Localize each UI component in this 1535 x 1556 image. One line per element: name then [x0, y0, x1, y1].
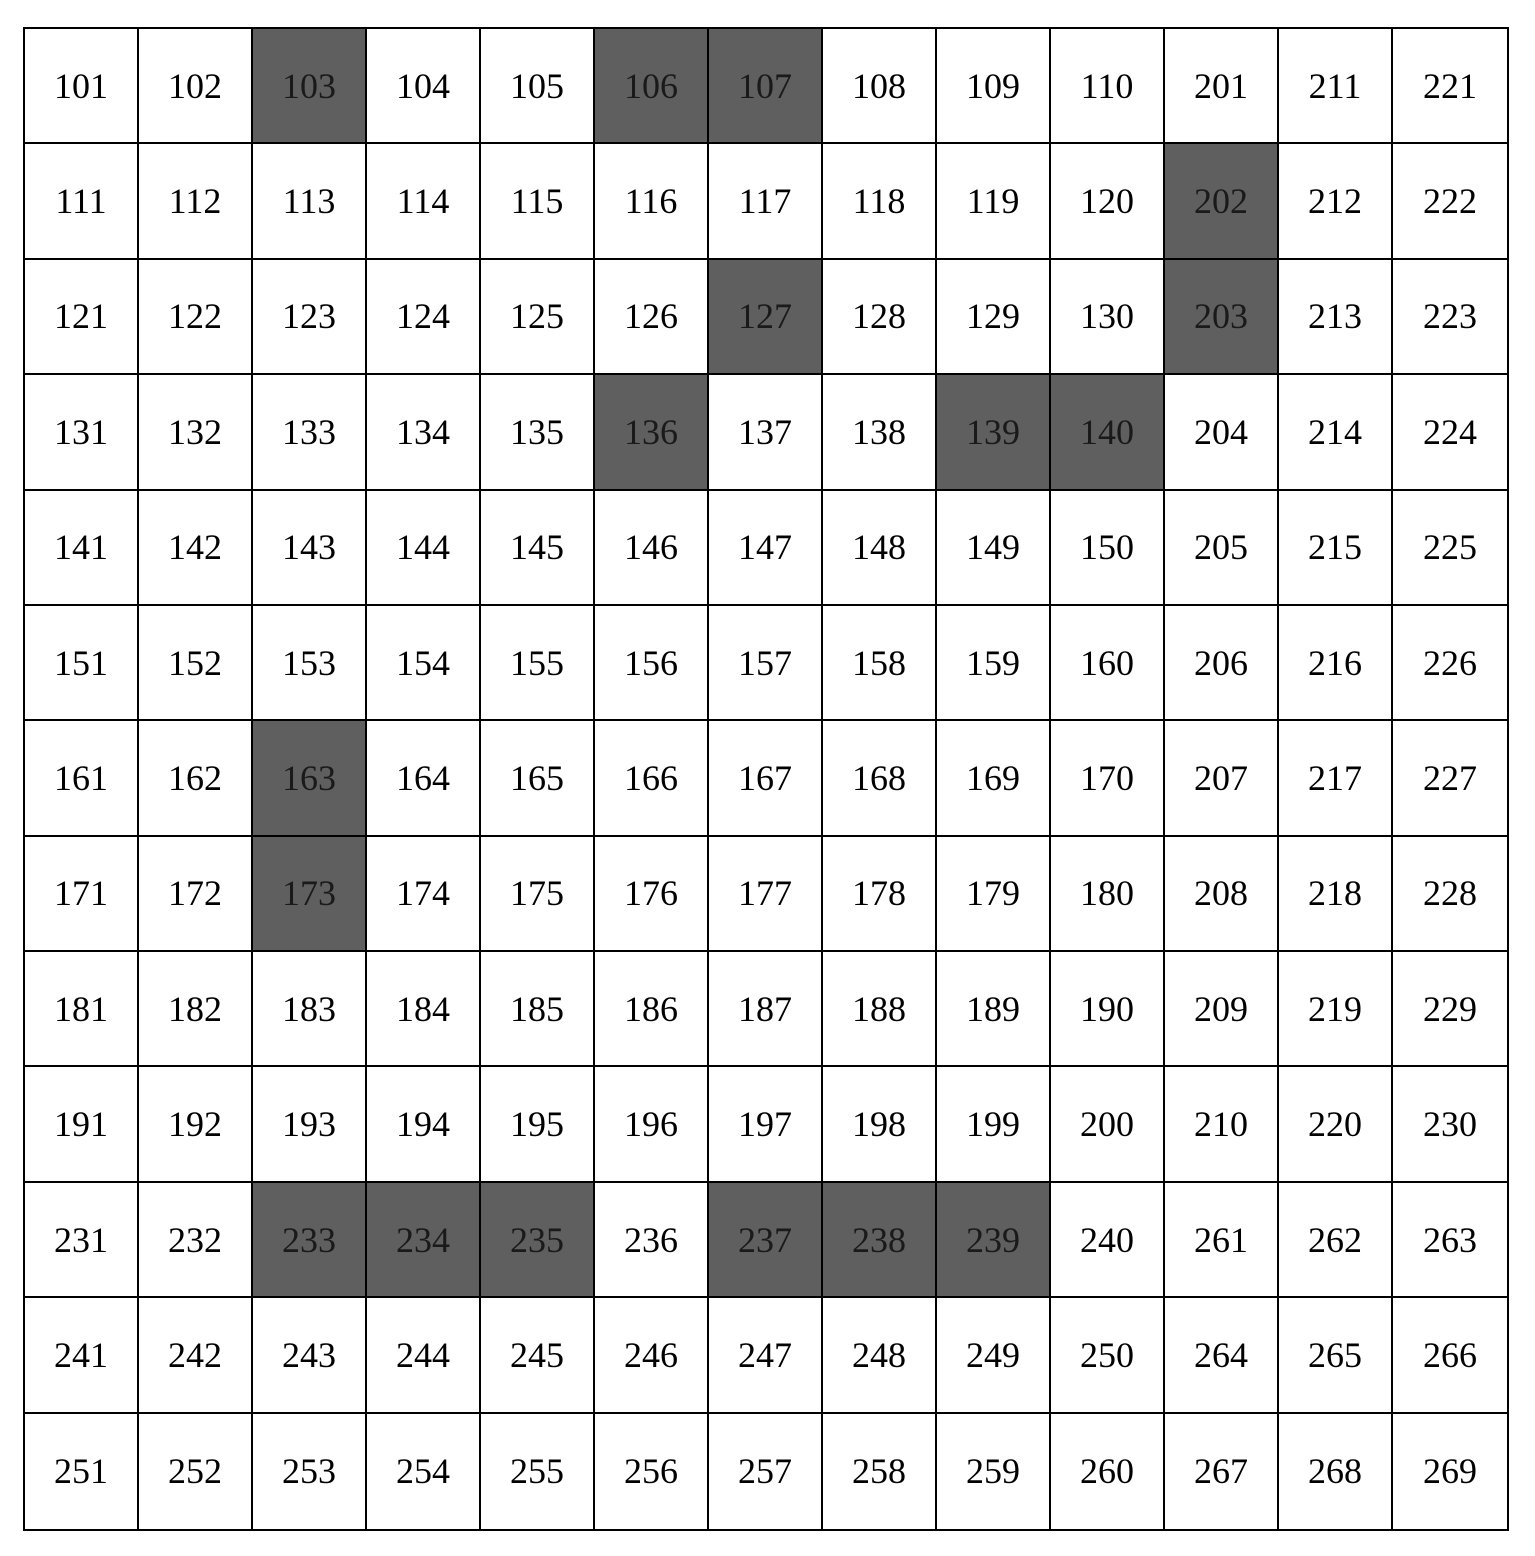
grid-cell: 215 — [1279, 491, 1393, 606]
grid-cell: 188 — [823, 952, 937, 1067]
grid-cell: 161 — [25, 721, 139, 836]
grid-cell: 109 — [937, 29, 1051, 144]
grid-cell: 179 — [937, 837, 1051, 952]
grid-cell: 259 — [937, 1414, 1051, 1529]
grid-cell: 184 — [367, 952, 481, 1067]
grid-cell: 101 — [25, 29, 139, 144]
grid-cell: 251 — [25, 1414, 139, 1529]
grid-cell-shaded: 139 — [937, 375, 1051, 490]
grid-cell-shaded: 140 — [1051, 375, 1165, 490]
grid-cell: 178 — [823, 837, 937, 952]
grid-cell: 150 — [1051, 491, 1165, 606]
grid-cell: 199 — [937, 1067, 1051, 1182]
grid-cell: 240 — [1051, 1183, 1165, 1298]
grid-cell: 120 — [1051, 144, 1165, 259]
grid-cell: 189 — [937, 952, 1051, 1067]
grid-cell-shaded: 235 — [481, 1183, 595, 1298]
grid-cell: 144 — [367, 491, 481, 606]
grid-cell: 258 — [823, 1414, 937, 1529]
grid-cell: 197 — [709, 1067, 823, 1182]
grid-cell: 129 — [937, 260, 1051, 375]
grid-cell: 216 — [1279, 606, 1393, 721]
grid-cell: 130 — [1051, 260, 1165, 375]
grid-cell: 222 — [1393, 144, 1507, 259]
grid-cell: 142 — [139, 491, 253, 606]
grid-cell: 249 — [937, 1298, 1051, 1413]
grid-cell: 247 — [709, 1298, 823, 1413]
grid-cell: 148 — [823, 491, 937, 606]
grid-cell: 192 — [139, 1067, 253, 1182]
grid-cell: 167 — [709, 721, 823, 836]
grid-cell: 219 — [1279, 952, 1393, 1067]
grid-cell: 260 — [1051, 1414, 1165, 1529]
grid-cell: 152 — [139, 606, 253, 721]
grid-cell: 267 — [1165, 1414, 1279, 1529]
grid-cell: 135 — [481, 375, 595, 490]
grid-cell: 151 — [25, 606, 139, 721]
number-grid — [23, 27, 1509, 1531]
grid-cell: 231 — [25, 1183, 139, 1298]
grid-cell: 110 — [1051, 29, 1165, 144]
grid-cell: 201 — [1165, 29, 1279, 144]
grid-cell: 186 — [595, 952, 709, 1067]
grid-cell: 158 — [823, 606, 937, 721]
grid-cell: 131 — [25, 375, 139, 490]
grid-cell: 166 — [595, 721, 709, 836]
grid-cell: 255 — [481, 1414, 595, 1529]
grid-cell-shaded: 127 — [709, 260, 823, 375]
grid-cell-shaded: 107 — [709, 29, 823, 144]
grid-cell: 221 — [1393, 29, 1507, 144]
grid-cell: 206 — [1165, 606, 1279, 721]
grid-cell: 244 — [367, 1298, 481, 1413]
grid-cell: 133 — [253, 375, 367, 490]
grid-cell: 224 — [1393, 375, 1507, 490]
grid-cell: 241 — [25, 1298, 139, 1413]
grid-cell: 262 — [1279, 1183, 1393, 1298]
grid-cell: 214 — [1279, 375, 1393, 490]
grid-cell: 261 — [1165, 1183, 1279, 1298]
grid-cell: 217 — [1279, 721, 1393, 836]
grid-cell-shaded: 238 — [823, 1183, 937, 1298]
grid-cell: 118 — [823, 144, 937, 259]
grid-cell: 111 — [25, 144, 139, 259]
grid-cell: 193 — [253, 1067, 367, 1182]
grid-cell: 191 — [25, 1067, 139, 1182]
grid-cell: 228 — [1393, 837, 1507, 952]
grid-cell: 198 — [823, 1067, 937, 1182]
grid-cell: 195 — [481, 1067, 595, 1182]
grid-cell: 218 — [1279, 837, 1393, 952]
grid-cell: 171 — [25, 837, 139, 952]
grid-cell: 122 — [139, 260, 253, 375]
grid-cell: 209 — [1165, 952, 1279, 1067]
grid-cell: 236 — [595, 1183, 709, 1298]
grid-cell: 125 — [481, 260, 595, 375]
grid-cell: 256 — [595, 1414, 709, 1529]
grid-cell: 143 — [253, 491, 367, 606]
grid-cell: 226 — [1393, 606, 1507, 721]
grid-cell: 187 — [709, 952, 823, 1067]
grid-cell: 230 — [1393, 1067, 1507, 1182]
grid-cell: 172 — [139, 837, 253, 952]
grid-cell: 134 — [367, 375, 481, 490]
grid-cell: 169 — [937, 721, 1051, 836]
grid-cell: 149 — [937, 491, 1051, 606]
grid-cell: 128 — [823, 260, 937, 375]
grid-cell-shaded: 239 — [937, 1183, 1051, 1298]
grid-cell: 147 — [709, 491, 823, 606]
grid-cell: 207 — [1165, 721, 1279, 836]
grid-cell: 108 — [823, 29, 937, 144]
grid-cell: 160 — [1051, 606, 1165, 721]
grid-cell: 112 — [139, 144, 253, 259]
grid-cell: 159 — [937, 606, 1051, 721]
grid-cell-shaded: 173 — [253, 837, 367, 952]
grid-cell-shaded: 136 — [595, 375, 709, 490]
grid-cell: 119 — [937, 144, 1051, 259]
grid-cell: 170 — [1051, 721, 1165, 836]
grid-cell: 113 — [253, 144, 367, 259]
grid-cell: 116 — [595, 144, 709, 259]
grid-cell: 196 — [595, 1067, 709, 1182]
grid-cell: 114 — [367, 144, 481, 259]
grid-cell-shaded: 234 — [367, 1183, 481, 1298]
grid-cell: 123 — [253, 260, 367, 375]
grid-cell: 105 — [481, 29, 595, 144]
grid-cell: 204 — [1165, 375, 1279, 490]
grid-cell: 183 — [253, 952, 367, 1067]
grid-cell: 146 — [595, 491, 709, 606]
grid-cell-shaded: 103 — [253, 29, 367, 144]
grid-cell: 269 — [1393, 1414, 1507, 1529]
grid-cell: 265 — [1279, 1298, 1393, 1413]
grid-cell: 232 — [139, 1183, 253, 1298]
grid-cell-shaded: 233 — [253, 1183, 367, 1298]
grid-cell: 227 — [1393, 721, 1507, 836]
grid-cell: 242 — [139, 1298, 253, 1413]
grid-cell-shaded: 203 — [1165, 260, 1279, 375]
grid-cell: 245 — [481, 1298, 595, 1413]
grid-cell: 154 — [367, 606, 481, 721]
grid-cell: 102 — [139, 29, 253, 144]
grid-cell: 190 — [1051, 952, 1165, 1067]
grid-cell: 223 — [1393, 260, 1507, 375]
grid-cell: 210 — [1165, 1067, 1279, 1182]
grid-cell: 121 — [25, 260, 139, 375]
grid-cell: 138 — [823, 375, 937, 490]
grid-cell: 220 — [1279, 1067, 1393, 1182]
grid-cell: 225 — [1393, 491, 1507, 606]
grid-cell-shaded: 106 — [595, 29, 709, 144]
grid-cell: 153 — [253, 606, 367, 721]
grid-cell-shaded: 202 — [1165, 144, 1279, 259]
grid-cell: 155 — [481, 606, 595, 721]
grid-cell: 141 — [25, 491, 139, 606]
grid-cell: 229 — [1393, 952, 1507, 1067]
grid-cell: 132 — [139, 375, 253, 490]
grid-cell: 157 — [709, 606, 823, 721]
grid-cell: 194 — [367, 1067, 481, 1182]
grid-cell: 124 — [367, 260, 481, 375]
grid-cell: 185 — [481, 952, 595, 1067]
grid-cell: 126 — [595, 260, 709, 375]
grid-cell: 115 — [481, 144, 595, 259]
grid-cell: 250 — [1051, 1298, 1165, 1413]
grid-cell: 246 — [595, 1298, 709, 1413]
grid-cell: 168 — [823, 721, 937, 836]
grid-cell: 175 — [481, 837, 595, 952]
grid-cell: 200 — [1051, 1067, 1165, 1182]
grid-cell: 174 — [367, 837, 481, 952]
grid-cell: 104 — [367, 29, 481, 144]
grid-cell: 181 — [25, 952, 139, 1067]
grid-cell: 145 — [481, 491, 595, 606]
grid-cell: 205 — [1165, 491, 1279, 606]
grid-cell: 213 — [1279, 260, 1393, 375]
grid-cell: 182 — [139, 952, 253, 1067]
grid-cell: 268 — [1279, 1414, 1393, 1529]
grid-cell: 264 — [1165, 1298, 1279, 1413]
grid-cell: 177 — [709, 837, 823, 952]
grid-cell: 266 — [1393, 1298, 1507, 1413]
grid-cell: 263 — [1393, 1183, 1507, 1298]
grid-cell: 137 — [709, 375, 823, 490]
grid-cell: 180 — [1051, 837, 1165, 952]
grid-cell: 248 — [823, 1298, 937, 1413]
grid-cell: 164 — [367, 721, 481, 836]
grid-cell: 117 — [709, 144, 823, 259]
grid-cell: 156 — [595, 606, 709, 721]
grid-cell-shaded: 163 — [253, 721, 367, 836]
grid-cell: 165 — [481, 721, 595, 836]
grid-cell: 243 — [253, 1298, 367, 1413]
grid-cell: 162 — [139, 721, 253, 836]
grid-cell: 212 — [1279, 144, 1393, 259]
grid-cell: 254 — [367, 1414, 481, 1529]
grid-cell: 252 — [139, 1414, 253, 1529]
grid-cell: 208 — [1165, 837, 1279, 952]
grid-cell-shaded: 237 — [709, 1183, 823, 1298]
grid-cell: 257 — [709, 1414, 823, 1529]
grid-cell: 253 — [253, 1414, 367, 1529]
grid-cell: 176 — [595, 837, 709, 952]
grid-cell: 211 — [1279, 29, 1393, 144]
